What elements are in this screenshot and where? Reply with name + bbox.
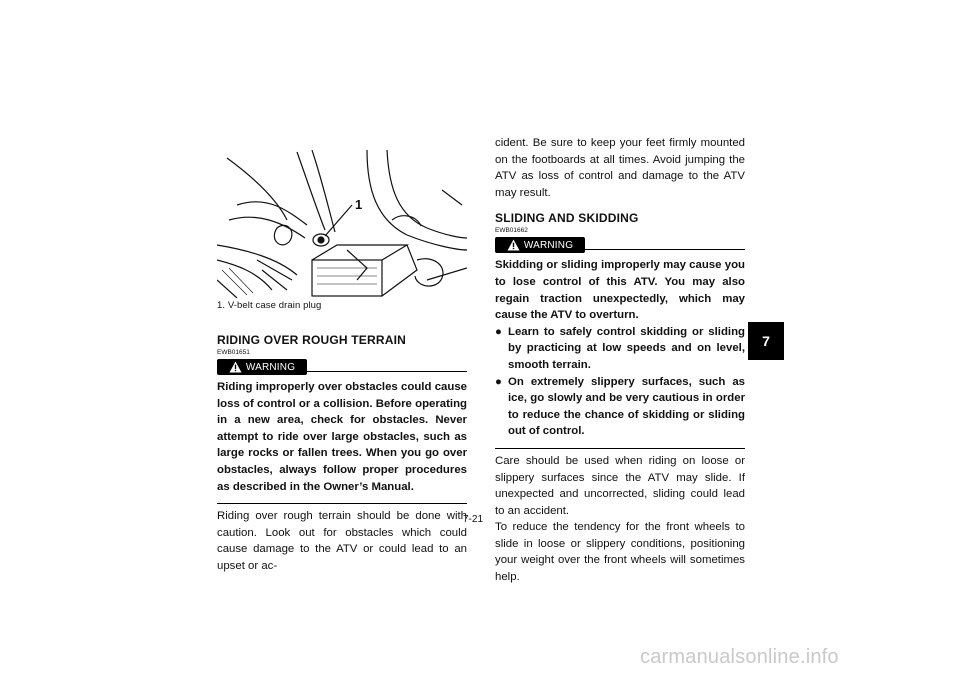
watermark: carmanualsonline.info bbox=[640, 646, 839, 668]
figure-caption: 1. V-belt case drain plug bbox=[217, 300, 322, 311]
body-paragraph: Care should be used when riding on loose or slippery surfaces since the ATV may slide. If unexpected and uncorrected, sliding could lead to an accident. bbox=[495, 454, 745, 517]
section-code: EWB01651 bbox=[217, 349, 250, 356]
page-number: 7-21 bbox=[463, 514, 484, 525]
list-item bbox=[495, 374, 745, 440]
section-heading-sliding: SLIDING AND SKIDDING bbox=[495, 211, 639, 226]
warning-end-rule bbox=[217, 503, 467, 504]
warning-triangle-icon bbox=[507, 239, 520, 251]
body-paragraph: Riding over rough terrain should be done with caution. Look out for obstacles which could cause damage to the ATV or could lead to an upset or ac- bbox=[217, 510, 467, 572]
warning-text: Skidding or sliding improperly may cause you to lose control of this ATV. You may also regain traction unexpectedly, which may cause the ATV to overturn. bbox=[495, 259, 745, 322]
v-belt-illustration bbox=[217, 150, 467, 298]
warning-badge bbox=[495, 237, 585, 253]
warning-header bbox=[217, 359, 467, 377]
callout-number: 1 bbox=[355, 197, 363, 212]
bullet-text: Learn to safely control skidding or sliding by practicing at low speeds and on level, smooth terrain. bbox=[508, 325, 745, 371]
warning-rule bbox=[585, 249, 745, 250]
warning-end-rule bbox=[495, 448, 745, 449]
continuation-paragraph: cident. Be sure to keep your feet firmly mounted on the footboards at all times. Avoid jumping the ATV as loss of control and damage to the ATV may result. bbox=[495, 137, 745, 199]
bullet-icon: ● bbox=[495, 325, 502, 338]
warning-triangle-icon bbox=[229, 361, 242, 373]
warning-bullet-list bbox=[495, 324, 745, 440]
warning-label: WARNING bbox=[245, 361, 296, 373]
warning-text: Riding improperly over obstacles could cause loss of control or a collision. Before operating in a new area, check for obstacles. Never attempt to ride over large obstacles, such as large rocks or fallen trees. When you go over obstacles, always follow proper procedures as described in the Owner’s Manual. bbox=[217, 381, 467, 493]
section-heading-rough-terrain: RIDING OVER ROUGH TERRAIN bbox=[217, 333, 407, 347]
bullet-text: On extremely slippery surfaces, such as ice, go slowly and be very cautious in order to reduce the chance of skidding or sliding out of control. bbox=[508, 375, 745, 438]
warning-badge bbox=[217, 359, 307, 375]
chapter-tab: 7 bbox=[748, 322, 784, 360]
list-item bbox=[495, 324, 745, 374]
warning-rule bbox=[307, 371, 467, 372]
section-code: EWB01662 bbox=[495, 227, 528, 235]
v-belt-drawing bbox=[217, 150, 467, 298]
right-column bbox=[495, 135, 745, 586]
warning-label: WARNING bbox=[523, 239, 574, 251]
warning-header bbox=[495, 237, 745, 255]
body-paragraph: To reduce the tendency for the front wheels to slide in loose or slippery conditions, positioning your weight over the front wheels will sometimes help. bbox=[495, 521, 745, 584]
bullet-icon: ● bbox=[495, 375, 502, 388]
left-column bbox=[217, 150, 467, 575]
